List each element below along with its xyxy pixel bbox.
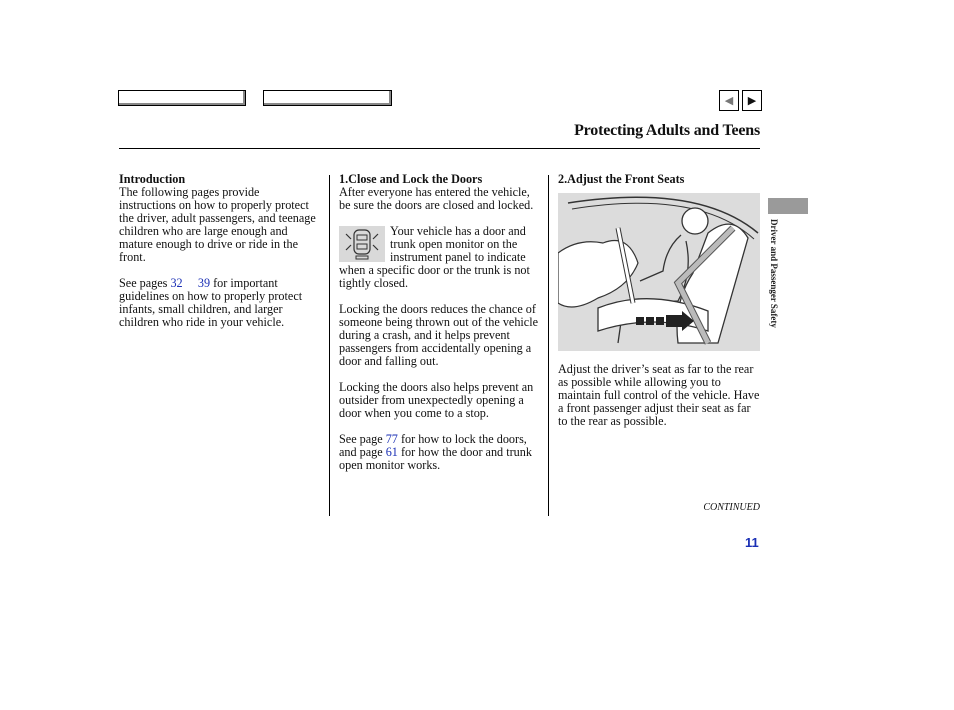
arrow-left-icon: ◀ — [724, 94, 734, 107]
introduction-paragraph: The following pages provide instructions on how to properly protect the driver, adult passengers, and teenage children who are large enough and mature enough to drive or ride in the front. — [119, 185, 316, 264]
column-seats — [558, 173, 763, 428]
doors-paragraph-3: Locking the doors reduces the chance of someone being thrown out of the vehicle during a crash, and it helps prevent passengers from accidentally opening a door and falling out. — [339, 302, 539, 368]
seats-paragraph: Adjust the driver’s seat as far to the rear as possible while allowing you to maintain full control of the vehicle. Have a front passenger adjust their seat as far to the rear as possible. — [558, 362, 760, 428]
page-number: 11 — [745, 535, 759, 550]
title-rule — [119, 148, 760, 149]
introduction-see-pages: See pages 32 39 for important guidelines on how to properly protect infants, small children, and larger children who ride in your vehicle. — [119, 276, 303, 329]
arrow-right-icon: ▶ — [747, 94, 757, 107]
doors-paragraph-1: After everyone has entered the vehicle, be sure the doors are closed and locked. — [339, 185, 534, 212]
section-tab[interactable] — [768, 198, 808, 214]
section-tab-label: Driver and Passenger Safety — [769, 219, 779, 328]
doors-heading: 1.Close and Lock the Doors — [339, 172, 483, 186]
column-divider-1 — [329, 175, 330, 516]
link-page-32[interactable]: 32 — [170, 276, 183, 290]
next-page-button[interactable] — [742, 90, 762, 111]
column-doors — [339, 173, 542, 472]
doors-paragraph-2: Your vehicle has a door and trunk open monitor on the instrument panel to indicate when a specific door or the trunk is not tightly closed. — [339, 224, 530, 290]
link-page-39[interactable]: 39 — [197, 276, 211, 290]
doors-paragraph-4: Locking the doors also helps prevent an outsider from unexpectedly opening a door when you come to a stop. — [339, 380, 534, 420]
continued-label: CONTINUED — [703, 502, 760, 513]
nav-box-contents[interactable] — [118, 90, 246, 106]
prev-page-button[interactable] — [719, 90, 739, 111]
door-monitor-icon — [339, 226, 385, 262]
seat-adjustment-illustration — [558, 193, 760, 351]
column-divider-2 — [548, 175, 549, 516]
seats-heading: 2.Adjust the Front Seats — [558, 172, 685, 186]
introduction-heading: Introduction — [119, 172, 186, 186]
link-page-61[interactable]: 61 — [385, 445, 398, 459]
doors-see-pages: See page 77 for how to lock the doors, and page 61 for how the door and trunk open monitor works. — [339, 432, 532, 472]
column-introduction — [119, 173, 319, 329]
page-title: Protecting Adults and Teens — [574, 122, 760, 139]
nav-box-index[interactable] — [263, 90, 392, 106]
link-page-77[interactable]: 77 — [385, 432, 398, 446]
